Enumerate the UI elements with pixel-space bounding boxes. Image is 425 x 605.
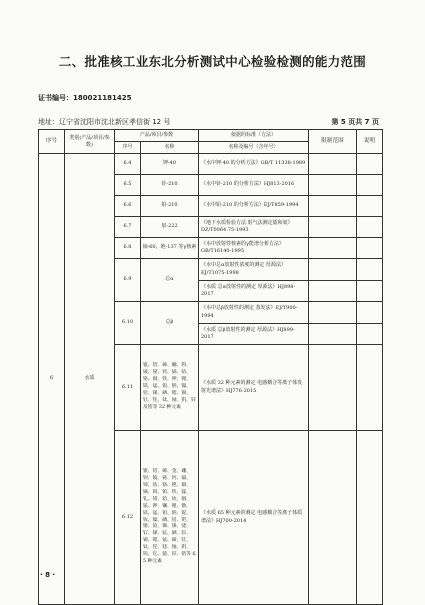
header-item-name: 名称	[141, 142, 199, 154]
address-label: 地址：	[38, 118, 59, 126]
capability-table	[38, 129, 383, 605]
header-seq: 序号	[39, 130, 65, 154]
header-standard-top: 依据的标准（方法）	[199, 130, 309, 142]
group-category: 水质	[65, 154, 115, 605]
item-name: 钋-210	[141, 175, 199, 196]
certificate-number	[38, 93, 131, 103]
item-standard: 《水中总α放射性浓度的测定 厚源法》EJ/T1075-1998	[199, 259, 309, 281]
item-note	[357, 175, 383, 196]
item-no: 6.5	[115, 175, 141, 196]
item-limit	[309, 259, 357, 281]
item-standard: 《水中钾-40 的分析方法》GB/T 11338-1989	[199, 154, 309, 175]
item-note	[357, 238, 383, 259]
item-name: 氡-222	[141, 217, 199, 238]
item-limit	[309, 238, 357, 259]
page-indicator: 第 5 页共 7 页	[331, 118, 379, 126]
item-no: 6.4	[115, 154, 141, 175]
item-standard: 《水质 32 种元素的测定 电感耦合等离子体发射光谱法》HJ776-2015	[199, 345, 309, 431]
header-limit: 限制范围	[309, 130, 357, 154]
header-category: 类别(产品/项目/参数)	[65, 130, 115, 154]
table-row	[39, 154, 383, 175]
item-limit	[309, 154, 357, 175]
item-no: 6.7	[115, 217, 141, 238]
item-no: 6.12	[115, 431, 141, 605]
item-limit	[309, 431, 357, 605]
item-standard: 《水中钋-210 的分析方法》HJ813-2016	[199, 175, 309, 196]
page-number: · 8 ·	[40, 571, 56, 579]
item-limit	[309, 302, 357, 324]
address-line	[38, 117, 170, 127]
item-name: 铅-210	[141, 196, 199, 217]
address-value: 辽宁省沈阳市沈北新区孝信街 12 号	[59, 118, 171, 126]
header-item-no: 序号	[115, 142, 141, 154]
item-limit	[309, 281, 357, 302]
header-note: 说明	[357, 130, 383, 154]
item-no: 6.9	[115, 259, 141, 302]
item-standard: 《地下水质检验方法 射气法测定镭和氡》DZ/T0064.75-1993	[199, 217, 309, 238]
item-limit	[309, 217, 357, 238]
certificate-value: 180021181425	[73, 94, 132, 102]
item-no: 6.8	[115, 238, 141, 259]
item-name: 总β	[141, 302, 199, 345]
item-standard: 《水质 总β放射性的测定 厚源法》HJ899-2017	[199, 324, 309, 345]
item-note	[357, 259, 383, 281]
item-name: 银、铝、砷、硼、钡、铍、铋、钙、镉、钴、铬、铜、铁、钾、锂、镁、锰、钼、钠、镍、铅、锑、硒、锶、锡、钍、铊、钛、铀、钒、锌及锆等 32 种元素	[141, 345, 199, 431]
item-standard: 《水质 65 种元素的测定 电感耦合等离子体质谱法》HJ700-2014	[199, 431, 309, 605]
item-standard: 《水质 总α放射性的测定 厚源法》HJ898-2017	[199, 281, 309, 302]
item-name: 钾-40	[141, 154, 199, 175]
item-limit	[309, 175, 357, 196]
item-no: 6.11	[115, 345, 141, 431]
item-no: 6.10	[115, 302, 141, 345]
item-note	[357, 217, 383, 238]
item-note	[357, 324, 383, 345]
item-standard: 《水中铅-210 的分析方法》EJ/T859-1994	[199, 196, 309, 217]
item-standard: 《水中放射性核素的γ能谱分析方法》 GB/T16140-1995	[199, 238, 309, 259]
header-standard-bottom: 名称及编号（含年号）	[199, 142, 309, 154]
page-title: 二、批准核工业东北分析测试中心检验检测的能力范围	[58, 54, 367, 69]
item-standard: 《水中总β放射性的测定 蒸发法》EJ/T900-1994	[199, 302, 309, 324]
item-note	[357, 431, 383, 605]
item-note	[357, 281, 383, 302]
item-limit	[309, 324, 357, 345]
group-seq: 6	[39, 154, 65, 605]
item-name: 总α	[141, 259, 199, 302]
item-note	[357, 196, 383, 217]
item-no: 6.6	[115, 196, 141, 217]
certificate-label: 证书编号：	[38, 94, 73, 102]
item-name: 铀-60、铯-137 等γ核素	[141, 238, 199, 259]
item-limit	[309, 196, 357, 217]
item-note	[357, 302, 383, 324]
item-limit	[309, 345, 357, 431]
item-name: 银、铝、砷、金、硼、钡、铍、铋、钙、镉、铈、钴、铬、铯、铜、镝、铒、铕、铁、镓、钆、锗、铪、钬、铟、铱、钾、镧、锂、镥、镁、锰、钼、钠、铌、钕、镍、磷、铅、钯、镨、铂、铷、铼、铑、钌、锑、钪、硒、钐、锡、锶、铽、碲、钍、钛、铊、铥、铀、钒、钨、钇、镱、锌、锆等 65 种元素	[141, 431, 199, 605]
header-product-group: 产品/项目/参数	[115, 130, 199, 142]
item-note	[357, 345, 383, 431]
item-note	[357, 154, 383, 175]
